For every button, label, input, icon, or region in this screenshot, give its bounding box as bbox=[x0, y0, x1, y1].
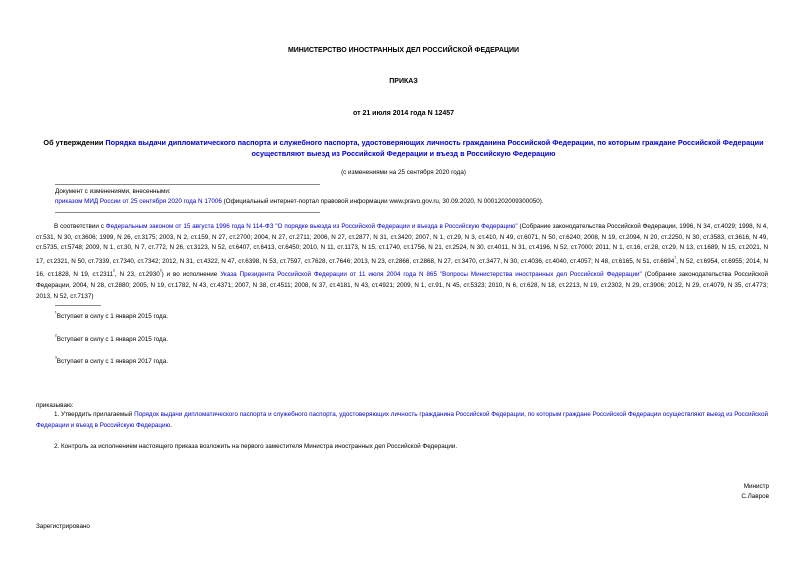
federal-law-link[interactable]: Федеральным законом от 15 августа 1996 года N 114-ФЗ "О порядке выезда из Российской Федерации и въезда в Российскую Федерацию" bbox=[105, 223, 518, 230]
title-prefix: Об утверждении bbox=[43, 138, 106, 147]
title-link[interactable]: Порядка выдачи дипломатического паспорта и служебного паспорта, удостоверяющих личность гражданина Российской Федерации, по которым граждане Российской Федерации осуществляют выезд из Российской Федерации и въезд в Российскую Федерацию bbox=[105, 138, 764, 158]
footnote-separator bbox=[55, 305, 101, 306]
presidential-decree-link[interactable]: Указа Президента Российской Федерации от 11 июля 2004 года N 865 "Вопросы Министерства иностранных дел Российской Федерации" bbox=[220, 271, 642, 279]
footnote-mark: ¹ bbox=[55, 311, 57, 317]
footnote-ref-1[interactable]: ¹ bbox=[674, 255, 677, 262]
amending-order-link[interactable]: приказом МИД России от 25 сентября 2020 года N 17006 bbox=[55, 198, 222, 205]
changes-top-rule bbox=[55, 184, 320, 185]
footnote-2 bbox=[55, 332, 168, 346]
preamble-text-2: (Собрание законодательства Российской Федерации, 1996, N 34, ст.4029; 1998, N 4, ст.531, N 30, ст.3606; 1999, N 26, ст.3175; 2003, N 2, ст.159, N 27, ст.2700; 2004, N 27, ст.2711; 2006, N 27, ст.2877, N 31, ст.3420; 2007, N 1, ст.29, N 3, ст.410, N 49, ст.6071, N 50, ст.6240; 2008, N 19, ст.2094, N 20, ст.2250, N 30, ст.3583, ст.3616, N 49, ст.5735, ст.5748; 2009, N 1, ст.30, N 7, ст.772, N 26, ст.3123, N 52, ст.6407, ст.6413, ст.6450; 2010, N 11, ст.1173, N 15, ст.1740, ст.1756, N 21, ст.2524, N 30, ст.4011, N 31, ст.4196, N 52, ст.7000; 2011, N 1, ст.16, ст.28, ст.29, N 13, ст.1689, N 15, ст.2021, N 17, ст.2321, N 50, ст.7339, ст.7340, ст.7342; 2012, N 31, ст.4322, N 47, ст.6398, N 53, ст.7597, ст.7628, ст.7646; 2013, N 23, ст.2866, ст.2868, N 27, ст.3470, ст.3477, N 30, ст.4036, ст.4040, ст.4057; N 48, ст.6165, N 51, ст.6694 bbox=[36, 223, 769, 265]
preamble-text-5: ) и во исполнение bbox=[161, 271, 221, 279]
footnote-text: Вступает в силу с 1 января 2017 года. bbox=[56, 358, 168, 366]
footnote-mark: ² bbox=[55, 334, 57, 340]
changes-bottom-rule bbox=[55, 212, 320, 213]
footnote-1 bbox=[55, 309, 168, 323]
document-type: ПРИКАЗ bbox=[389, 78, 418, 85]
order-word: приказываю: bbox=[36, 402, 74, 409]
preamble-text-4: , N 23, ст.2930 bbox=[114, 271, 160, 279]
footnote-ref-3[interactable]: ³ bbox=[159, 269, 162, 276]
order-item-2: 2. Контроль за исполнением настоящего приказа возложить на первого заместителя Министра иностранных дел Российской Федерации. bbox=[54, 443, 458, 450]
procedure-link[interactable]: Порядок выдачи дипломатического паспорта и служебного паспорта, удостоверяющих личность гражданина Российской Федерации, по которым граждане Российской Федерации осуществляют выезд из Российской Федерации и въезд в Российскую Федерацию bbox=[36, 411, 769, 429]
changes-label: Документ с изменениями, внесенными: bbox=[55, 188, 171, 195]
footnote-3 bbox=[55, 354, 168, 368]
signature-name: С.Лавров bbox=[741, 493, 769, 500]
order-item-1 bbox=[36, 410, 768, 431]
changes-source: (Официальный интернет-портал правовой информации www.pravo.gov.ru, 30.09.2020, N 0001202009300050). bbox=[221, 198, 544, 205]
signature-position: Министр bbox=[743, 483, 769, 490]
item-1-prefix: 1. Утвердить прилагаемый bbox=[54, 411, 135, 418]
footnote-text: Вступает в силу с 1 января 2015 года. bbox=[56, 313, 168, 321]
document-title bbox=[34, 137, 773, 159]
footnote-mark: ³ bbox=[55, 356, 57, 362]
registered-note: Зарегистрировано bbox=[36, 523, 90, 530]
ministry-heading: МИНИСТЕРСТВО ИНОСТРАННЫХ ДЕЛ РОССИЙСКОЙ ФЕДЕРАЦИИ bbox=[287, 47, 520, 54]
preamble-paragraph bbox=[36, 222, 768, 302]
preamble-text-1: В соответствии с bbox=[54, 223, 106, 230]
preamble-text-3: , N 52, ст.6954, ст.6955; 2014, N 16, ст.1828, N 19, ст.2311 bbox=[36, 257, 768, 279]
document-date-number: от 21 июля 2014 года N 12457 bbox=[352, 110, 455, 117]
item-1-suffix: . bbox=[170, 421, 172, 429]
amended-note: (с изменениями на 25 сентября 2020 года) bbox=[341, 169, 466, 176]
preamble-text-6: (Собрание законодательства Российской Федерации, 2004, N 28, ст.2880; 2005, N 19, ст.1782, N 43, ст.4371; 2007, N 38, ст.4511; 2008, N 37, ст.4181, N 43, ст.4921; 2009, N 1, ст.91, N 45, ст.5323; 2010, N 6, ст.628, N 18, ст.2213, N 19, ст.2302, N 29, ст.3906; 2012, N 29, ст.4079, N 35, ст.4773; 2013, N 52, ст.7137) bbox=[36, 271, 768, 300]
changes-reference bbox=[55, 197, 544, 208]
footnote-text: Вступает в силу с 1 января 2015 года. bbox=[56, 336, 168, 344]
footnote-ref-2[interactable]: ² bbox=[113, 269, 115, 276]
